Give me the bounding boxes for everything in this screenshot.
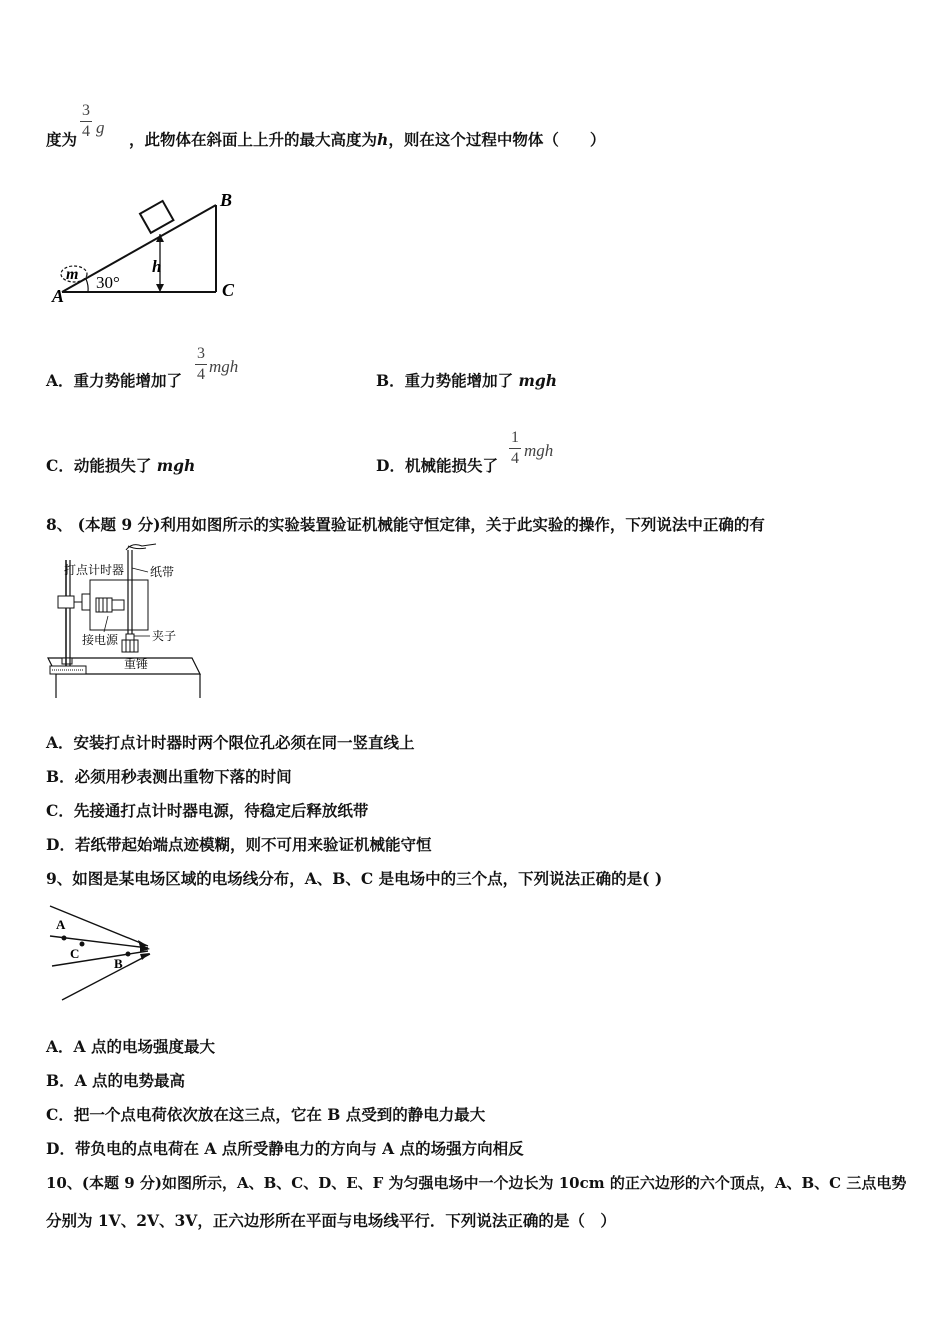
label-A: A [52,286,65,306]
q7-stem-var-g: g [96,118,105,137]
label-power: 接电源 [82,633,119,647]
q9-stem: 9、如图是某电场区域的电场线分布，A、B、C 是电场中的三个点，下列说法正确的是( ) [46,869,663,888]
q7-stem-prefix: 度为 [46,130,78,149]
q9-option-d: D．带负电的点电荷在 A 点所受静电力的方向与 A 点的场强方向相反 [46,1139,524,1158]
q8-option-c: C．先接通打点计时器电源，待稳定后释放纸带 [46,801,369,820]
label-C: C [222,280,235,300]
label-B: B [220,190,233,210]
label-A: A [56,917,66,932]
q7-option-a-text: A．重力势能增加了 [46,371,183,390]
label-m: m [66,266,79,283]
q8-option-a: A．安装打点计时器时两个限位孔必须在同一竖直线上 [46,733,415,752]
incline-figure [48,186,248,306]
q7-option-a-var: mgh [209,357,239,376]
label-weight: 重锤 [124,657,149,671]
label-tape: 纸带 [150,565,175,579]
q7-option-d-text: D．机械能损失了 [376,456,498,475]
q8-stem: 8、 (本题 9 分)利用如图所示的实验装置验证机械能守恒定律，关于此实验的操作，下列说法中正确的有 [46,515,765,534]
q7-option-b-text: B．重力势能增加了 [376,371,519,390]
q7-stem [46,128,605,150]
q7-option-d [376,454,498,476]
q9-option-b: B．A 点的电势最高 [46,1071,186,1090]
q7-stem-suffix: ，此物体在斜面上上升的最大高度为 [129,130,378,149]
frac-denominator: 4 [511,450,519,467]
frac-denominator: 4 [197,366,205,383]
q10-stem-line1: 10、(本题 9 分)如图所示，A、B、C、D、E、F 为匀强电场中一个边长为 10cm 的正六边形的六个顶点，A、B、C 三点电势 [46,1174,907,1192]
q7-option-c [46,454,195,476]
label-B: B [114,956,123,971]
label-h: h [152,257,162,276]
q7-option-b [376,369,557,391]
q8-option-d: D．若纸带起始端点迹模糊，则不可用来验证机械能守恒 [46,835,432,854]
label-timer: 打点计时器 [64,563,125,577]
q7-option-b-var: mgh [518,371,558,390]
label-clip: 夹子 [152,629,177,643]
q7-option-a [46,369,182,391]
q9-option-c: C．把一个点电荷依次放在这三点，它在 B 点受到的静电力最大 [46,1105,486,1124]
q7-stem-suffix2: ，则在这个过程中物体（ ） [388,130,606,149]
label-30deg: 30° [96,273,120,292]
q7-option-c-var: mgh [156,456,196,475]
q7-stem-fraction [80,102,92,141]
q9-option-a: A．A 点的电场强度最大 [46,1037,215,1056]
frac-numerator: 3 [82,102,90,119]
frac-numerator: 1 [511,429,519,446]
field-lines-figure [44,898,164,1008]
q7-option-c-text: C．动能损失了 [46,456,157,475]
q7-option-a-fraction [195,345,207,384]
label-C: C [70,946,80,961]
q7-option-d-var: mgh [524,441,554,460]
frac-numerator: 3 [197,345,205,362]
q10-stem-line2: 分别为 1V、2V、3V，正六边形所在平面与电场线平行．下列说法正确的是（ ） [46,1211,616,1230]
frac-denominator: 4 [82,123,90,140]
apparatus-figure [42,540,212,710]
q7-stem-h: h [377,130,389,149]
q8-option-b: B．必须用秒表测出重物下落的时间 [46,767,292,786]
q7-option-d-fraction [509,429,521,468]
